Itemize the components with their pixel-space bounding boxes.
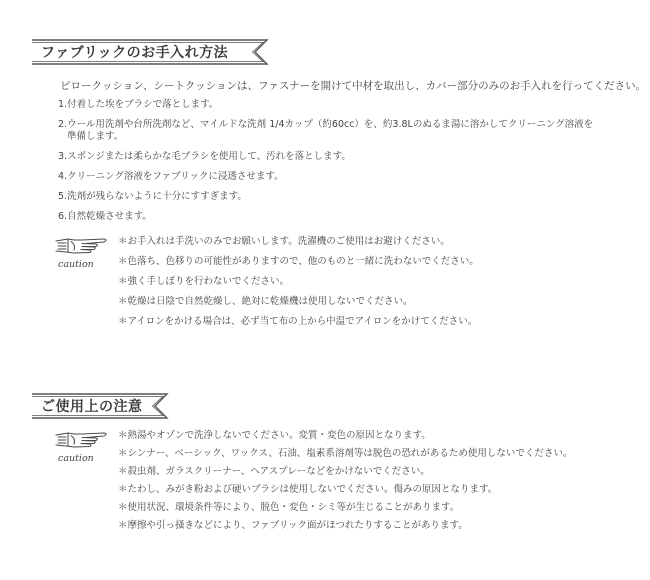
- step-text: 2.ウール用洗剤や台所洗剤など、マイルドな洗剤 1/4カップ（約60cc）を、約3.8Lのぬるま湯に溶かしてクリーニング溶液を: [58, 119, 594, 130]
- list-item: [58, 151, 628, 163]
- caution-hand-icon: [52, 428, 114, 468]
- list-item: ＊熱湯やオゾンで洗浄しないでください。変質・変色の原因となります。: [118, 430, 431, 441]
- caution-label: caution: [58, 453, 94, 464]
- section-banner-fabric-care: [31, 38, 271, 66]
- caution-label: caution: [58, 259, 94, 270]
- list-item: ＊乾燥は日陰で自然乾燥し、絶対に乾燥機は使用しないでください。: [118, 296, 413, 307]
- care-notes-list: [118, 236, 638, 336]
- list-item: [58, 191, 628, 203]
- list-item: ＊お手入れは手洗いのみでお願いします。洗濯機のご使用はお避けください。: [118, 236, 450, 247]
- list-item: ＊たわし、みがき粉および硬いブラシは使用しないでください。傷みの原因となります。: [118, 484, 498, 495]
- list-item: ＊強く手しぼりを行わないでください。: [118, 276, 290, 287]
- step-text: 1.付着した埃をブラシで落とします。: [58, 99, 219, 110]
- step-text: 5.洗剤が残らないように十分にすすぎます。: [58, 191, 247, 202]
- section-title: ご使用上の注意: [41, 399, 143, 415]
- list-item: [58, 211, 628, 223]
- caution-hand-icon: [52, 234, 114, 274]
- step-text: 3.スポンジまたは柔らかな毛ブラシを使用して、汚れを落とします。: [58, 151, 351, 162]
- usage-notes-list: [118, 430, 638, 538]
- list-item: ＊シンナー、ベーシック、ワックス、石油、塩素系溶剤等は脱色の恐れがあるため使用しないでください。: [118, 448, 573, 459]
- list-item: [58, 171, 628, 183]
- step-text: 4.クリーニング溶液をファブリックに浸透させます。: [58, 171, 284, 182]
- list-item: ＊使用状況、環境条件等により、脱色・変色・シミ等が生じることがあります。: [118, 502, 460, 513]
- list-item: ＊アイロンをかける場合は、必ず当て布の上から中温でアイロンをかけてください。: [118, 316, 478, 327]
- step-text: 6.自然乾燥させます。: [58, 211, 152, 222]
- list-item: ＊摩擦や引っ掻きなどにより、ファブリック面がほつれたりすることがあります。: [118, 520, 468, 531]
- list-item: [58, 99, 628, 111]
- section-title: ファブリックのお手入れ方法: [41, 45, 229, 61]
- list-item: ＊殺虫剤、ガラスクリーナー、ヘアスプレーなどをかけないでください。: [118, 466, 430, 477]
- intro-text: ピロークッション、シートクッションは、ファスナーを開けて中材を取出し、カバー部分のみのお手入れを行ってください。: [60, 80, 647, 92]
- step-text-continued: 準備します。: [67, 131, 124, 142]
- care-steps-list: [58, 99, 628, 231]
- list-item: ＊色落ち、色移りの可能性がありますので、他のものと一緒に洗わないでください。: [118, 256, 479, 267]
- section-banner-usage-notes: [31, 392, 171, 420]
- list-item: [58, 119, 628, 143]
